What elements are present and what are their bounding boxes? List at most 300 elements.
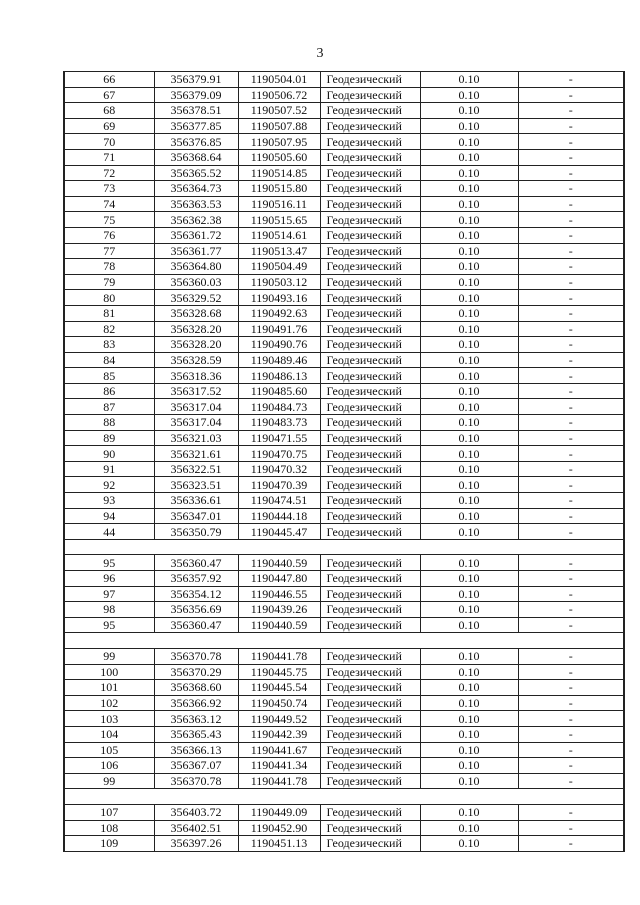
method-cell: Геодезический: [320, 742, 420, 758]
table-row: [64, 227, 624, 243]
accuracy-cell: 0.10: [420, 820, 518, 836]
point-number-cell: 69: [64, 118, 154, 134]
table-row: [64, 758, 624, 774]
method-cell: Геодезический: [320, 820, 420, 836]
table-row: [64, 648, 624, 664]
y-coordinate-cell: 1190506.72: [238, 87, 320, 103]
point-number-cell: 105: [64, 742, 154, 758]
note-cell: -: [518, 430, 624, 446]
note-cell: -: [518, 118, 624, 134]
method-cell: Геодезический: [320, 711, 420, 727]
x-coordinate-cell: 356368.60: [154, 680, 238, 696]
note-cell: -: [518, 758, 624, 774]
point-number-cell: 74: [64, 196, 154, 212]
table-row: [64, 165, 624, 181]
accuracy-cell: 0.10: [420, 477, 518, 493]
x-coordinate-cell: 356317.04: [154, 415, 238, 431]
method-cell: Геодезический: [320, 118, 420, 134]
y-coordinate-cell: 1190504.01: [238, 72, 320, 88]
method-cell: Геодезический: [320, 243, 420, 259]
point-number-cell: 83: [64, 337, 154, 353]
x-coordinate-cell: 356361.72: [154, 227, 238, 243]
note-cell: -: [518, 446, 624, 462]
method-cell: Геодезический: [320, 555, 420, 571]
table-row: [64, 415, 624, 431]
note-cell: -: [518, 72, 624, 88]
x-coordinate-cell: 356354.12: [154, 586, 238, 602]
y-coordinate-cell: 1190471.55: [238, 430, 320, 446]
accuracy-cell: 0.10: [420, 773, 518, 789]
y-coordinate-cell: 1190447.80: [238, 571, 320, 587]
x-coordinate-cell: 356376.85: [154, 134, 238, 150]
table-row: [64, 103, 624, 119]
table-row: [64, 664, 624, 680]
point-number-cell: 68: [64, 103, 154, 119]
method-cell: Геодезический: [320, 758, 420, 774]
method-cell: Геодезический: [320, 352, 420, 368]
table-row: [64, 72, 624, 88]
x-coordinate-cell: 356323.51: [154, 477, 238, 493]
x-coordinate-cell: 356321.61: [154, 446, 238, 462]
y-coordinate-cell: 1190515.80: [238, 181, 320, 197]
accuracy-cell: 0.10: [420, 87, 518, 103]
method-cell: Геодезический: [320, 274, 420, 290]
accuracy-cell: 0.10: [420, 446, 518, 462]
note-cell: -: [518, 726, 624, 742]
note-cell: -: [518, 508, 624, 524]
x-coordinate-cell: 356322.51: [154, 461, 238, 477]
point-number-cell: 44: [64, 524, 154, 540]
y-coordinate-cell: 1190507.52: [238, 103, 320, 119]
x-coordinate-cell: 356366.13: [154, 742, 238, 758]
accuracy-cell: 0.10: [420, 290, 518, 306]
table-row: [64, 680, 624, 696]
table-row: [64, 399, 624, 415]
method-cell: Геодезический: [320, 72, 420, 88]
point-number-cell: 76: [64, 227, 154, 243]
point-number-cell: 73: [64, 181, 154, 197]
y-coordinate-cell: 1190514.85: [238, 165, 320, 181]
method-cell: Геодезический: [320, 773, 420, 789]
method-cell: Геодезический: [320, 446, 420, 462]
y-coordinate-cell: 1190446.55: [238, 586, 320, 602]
point-number-cell: 80: [64, 290, 154, 306]
table-row: [64, 742, 624, 758]
table-row: [64, 212, 624, 228]
point-number-cell: 95: [64, 555, 154, 571]
x-coordinate-cell: 356402.51: [154, 820, 238, 836]
table-row: [64, 555, 624, 571]
accuracy-cell: 0.10: [420, 602, 518, 618]
method-cell: Геодезический: [320, 383, 420, 399]
x-coordinate-cell: 356328.59: [154, 352, 238, 368]
x-coordinate-cell: 356379.91: [154, 72, 238, 88]
accuracy-cell: 0.10: [420, 149, 518, 165]
table-row: [64, 321, 624, 337]
point-number-cell: 92: [64, 477, 154, 493]
x-coordinate-cell: 356329.52: [154, 290, 238, 306]
method-cell: Геодезический: [320, 149, 420, 165]
point-number-cell: 79: [64, 274, 154, 290]
table-row: [64, 305, 624, 321]
method-cell: Геодезический: [320, 648, 420, 664]
table-row: [64, 337, 624, 353]
x-coordinate-cell: 356318.36: [154, 368, 238, 384]
x-coordinate-cell: 356365.43: [154, 726, 238, 742]
y-coordinate-cell: 1190483.73: [238, 415, 320, 431]
y-coordinate-cell: 1190444.18: [238, 508, 320, 524]
accuracy-cell: 0.10: [420, 243, 518, 259]
separator-cell: [64, 633, 624, 649]
y-coordinate-cell: 1190470.75: [238, 446, 320, 462]
accuracy-cell: 0.10: [420, 571, 518, 587]
note-cell: -: [518, 212, 624, 228]
note-cell: -: [518, 773, 624, 789]
method-cell: Геодезический: [320, 524, 420, 540]
table-row: [64, 274, 624, 290]
y-coordinate-cell: 1190441.34: [238, 758, 320, 774]
y-coordinate-cell: 1190440.59: [238, 555, 320, 571]
method-cell: Геодезический: [320, 321, 420, 337]
x-coordinate-cell: 356403.72: [154, 804, 238, 820]
note-cell: -: [518, 477, 624, 493]
coordinates-table-body: [64, 72, 624, 852]
page-number: 3: [316, 46, 324, 61]
method-cell: Геодезический: [320, 399, 420, 415]
point-number-cell: 94: [64, 508, 154, 524]
point-number-cell: 97: [64, 586, 154, 602]
x-coordinate-cell: 356377.85: [154, 118, 238, 134]
note-cell: -: [518, 742, 624, 758]
x-coordinate-cell: 356360.03: [154, 274, 238, 290]
method-cell: Геодезический: [320, 680, 420, 696]
y-coordinate-cell: 1190490.76: [238, 337, 320, 353]
x-coordinate-cell: 356350.79: [154, 524, 238, 540]
note-cell: -: [518, 836, 624, 852]
table-row: [64, 461, 624, 477]
note-cell: -: [518, 134, 624, 150]
y-coordinate-cell: 1190441.67: [238, 742, 320, 758]
x-coordinate-cell: 356367.07: [154, 758, 238, 774]
note-cell: -: [518, 149, 624, 165]
note-cell: -: [518, 87, 624, 103]
accuracy-cell: 0.10: [420, 196, 518, 212]
method-cell: Геодезический: [320, 617, 420, 633]
method-cell: Геодезический: [320, 337, 420, 353]
table-row: [64, 617, 624, 633]
accuracy-cell: 0.10: [420, 399, 518, 415]
table-row: [64, 602, 624, 618]
note-cell: -: [518, 820, 624, 836]
table-row: [64, 820, 624, 836]
accuracy-cell: 0.10: [420, 368, 518, 384]
y-coordinate-cell: 1190486.13: [238, 368, 320, 384]
table-row: [64, 836, 624, 852]
note-cell: -: [518, 695, 624, 711]
point-number-cell: 81: [64, 305, 154, 321]
accuracy-cell: 0.10: [420, 836, 518, 852]
note-cell: -: [518, 461, 624, 477]
table-row: [64, 586, 624, 602]
y-coordinate-cell: 1190484.73: [238, 399, 320, 415]
note-cell: -: [518, 383, 624, 399]
point-number-cell: 89: [64, 430, 154, 446]
y-coordinate-cell: 1190470.32: [238, 461, 320, 477]
point-number-cell: 95: [64, 617, 154, 633]
point-number-cell: 67: [64, 87, 154, 103]
table-row: [64, 493, 624, 509]
point-number-cell: 72: [64, 165, 154, 181]
point-number-cell: 100: [64, 664, 154, 680]
separator-cell: [64, 789, 624, 805]
note-cell: -: [518, 524, 624, 540]
point-number-cell: 106: [64, 758, 154, 774]
point-number-cell: 78: [64, 259, 154, 275]
x-coordinate-cell: 356356.69: [154, 602, 238, 618]
x-coordinate-cell: 356317.52: [154, 383, 238, 399]
x-coordinate-cell: 356370.78: [154, 648, 238, 664]
method-cell: Геодезический: [320, 508, 420, 524]
point-number-cell: 77: [64, 243, 154, 259]
point-number-cell: 82: [64, 321, 154, 337]
accuracy-cell: 0.10: [420, 227, 518, 243]
table-row: [64, 711, 624, 727]
note-cell: -: [518, 321, 624, 337]
table-row: [64, 259, 624, 275]
note-cell: -: [518, 415, 624, 431]
table-row: [64, 773, 624, 789]
x-coordinate-cell: 356397.26: [154, 836, 238, 852]
accuracy-cell: 0.10: [420, 103, 518, 119]
y-coordinate-cell: 1190491.76: [238, 321, 320, 337]
table-row: [64, 290, 624, 306]
x-coordinate-cell: 356364.73: [154, 181, 238, 197]
accuracy-cell: 0.10: [420, 726, 518, 742]
accuracy-cell: 0.10: [420, 586, 518, 602]
method-cell: Геодезический: [320, 227, 420, 243]
note-cell: -: [518, 337, 624, 353]
table-row: [64, 571, 624, 587]
x-coordinate-cell: 356328.68: [154, 305, 238, 321]
y-coordinate-cell: 1190442.39: [238, 726, 320, 742]
y-coordinate-cell: 1190445.54: [238, 680, 320, 696]
point-number-cell: 101: [64, 680, 154, 696]
x-coordinate-cell: 356370.78: [154, 773, 238, 789]
table-row: [64, 446, 624, 462]
x-coordinate-cell: 356347.01: [154, 508, 238, 524]
accuracy-cell: 0.10: [420, 352, 518, 368]
accuracy-cell: 0.10: [420, 72, 518, 88]
note-cell: -: [518, 243, 624, 259]
y-coordinate-cell: 1190492.63: [238, 305, 320, 321]
note-cell: -: [518, 274, 624, 290]
x-coordinate-cell: 356370.29: [154, 664, 238, 680]
note-cell: -: [518, 196, 624, 212]
x-coordinate-cell: 356364.80: [154, 259, 238, 275]
y-coordinate-cell: 1190505.60: [238, 149, 320, 165]
method-cell: Геодезический: [320, 212, 420, 228]
method-cell: Геодезический: [320, 477, 420, 493]
point-number-cell: 104: [64, 726, 154, 742]
point-number-cell: 107: [64, 804, 154, 820]
y-coordinate-cell: 1190507.88: [238, 118, 320, 134]
accuracy-cell: 0.10: [420, 742, 518, 758]
point-number-cell: 70: [64, 134, 154, 150]
table-separator-row: [64, 789, 624, 805]
accuracy-cell: 0.10: [420, 165, 518, 181]
point-number-cell: 66: [64, 72, 154, 88]
accuracy-cell: 0.10: [420, 461, 518, 477]
accuracy-cell: 0.10: [420, 274, 518, 290]
accuracy-cell: 0.10: [420, 493, 518, 509]
x-coordinate-cell: 356362.38: [154, 212, 238, 228]
note-cell: -: [518, 804, 624, 820]
y-coordinate-cell: 1190516.11: [238, 196, 320, 212]
table-row: [64, 430, 624, 446]
method-cell: Геодезический: [320, 368, 420, 384]
method-cell: Геодезический: [320, 181, 420, 197]
method-cell: Геодезический: [320, 134, 420, 150]
method-cell: Геодезический: [320, 87, 420, 103]
accuracy-cell: 0.10: [420, 321, 518, 337]
note-cell: -: [518, 648, 624, 664]
accuracy-cell: 0.10: [420, 181, 518, 197]
y-coordinate-cell: 1190450.74: [238, 695, 320, 711]
point-number-cell: 88: [64, 415, 154, 431]
method-cell: Геодезический: [320, 290, 420, 306]
table-row: [64, 196, 624, 212]
separator-cell: [64, 539, 624, 555]
x-coordinate-cell: 356357.92: [154, 571, 238, 587]
method-cell: Геодезический: [320, 836, 420, 852]
coordinates-table: [63, 71, 625, 852]
table-row: [64, 726, 624, 742]
method-cell: Геодезический: [320, 664, 420, 680]
y-coordinate-cell: 1190445.47: [238, 524, 320, 540]
table-row: [64, 243, 624, 259]
accuracy-cell: 0.10: [420, 664, 518, 680]
accuracy-cell: 0.10: [420, 383, 518, 399]
accuracy-cell: 0.10: [420, 555, 518, 571]
x-coordinate-cell: 356328.20: [154, 337, 238, 353]
accuracy-cell: 0.10: [420, 524, 518, 540]
note-cell: -: [518, 555, 624, 571]
method-cell: Геодезический: [320, 259, 420, 275]
accuracy-cell: 0.10: [420, 758, 518, 774]
table-row: [64, 695, 624, 711]
note-cell: -: [518, 290, 624, 306]
table-separator-row: [64, 633, 624, 649]
y-coordinate-cell: 1190441.78: [238, 648, 320, 664]
accuracy-cell: 0.10: [420, 508, 518, 524]
point-number-cell: 84: [64, 352, 154, 368]
note-cell: -: [518, 493, 624, 509]
method-cell: Геодезический: [320, 586, 420, 602]
x-coordinate-cell: 356360.47: [154, 555, 238, 571]
note-cell: -: [518, 680, 624, 696]
x-coordinate-cell: 356363.53: [154, 196, 238, 212]
point-number-cell: 71: [64, 149, 154, 165]
y-coordinate-cell: 1190441.78: [238, 773, 320, 789]
point-number-cell: 102: [64, 695, 154, 711]
y-coordinate-cell: 1190440.59: [238, 617, 320, 633]
accuracy-cell: 0.10: [420, 617, 518, 633]
point-number-cell: 108: [64, 820, 154, 836]
note-cell: -: [518, 165, 624, 181]
point-number-cell: 96: [64, 571, 154, 587]
point-number-cell: 109: [64, 836, 154, 852]
method-cell: Геодезический: [320, 415, 420, 431]
x-coordinate-cell: 356363.12: [154, 711, 238, 727]
x-coordinate-cell: 356379.09: [154, 87, 238, 103]
method-cell: Геодезический: [320, 305, 420, 321]
method-cell: Геодезический: [320, 165, 420, 181]
note-cell: -: [518, 305, 624, 321]
note-cell: -: [518, 571, 624, 587]
note-cell: -: [518, 103, 624, 119]
method-cell: Геодезический: [320, 196, 420, 212]
note-cell: -: [518, 586, 624, 602]
table-row: [64, 118, 624, 134]
note-cell: -: [518, 664, 624, 680]
x-coordinate-cell: 356321.03: [154, 430, 238, 446]
point-number-cell: 103: [64, 711, 154, 727]
table-row: [64, 477, 624, 493]
x-coordinate-cell: 356336.61: [154, 493, 238, 509]
x-coordinate-cell: 356365.52: [154, 165, 238, 181]
table-row: [64, 181, 624, 197]
x-coordinate-cell: 356366.92: [154, 695, 238, 711]
accuracy-cell: 0.10: [420, 337, 518, 353]
accuracy-cell: 0.10: [420, 134, 518, 150]
x-coordinate-cell: 356368.64: [154, 149, 238, 165]
note-cell: -: [518, 711, 624, 727]
y-coordinate-cell: 1190507.95: [238, 134, 320, 150]
y-coordinate-cell: 1190451.13: [238, 836, 320, 852]
accuracy-cell: 0.10: [420, 415, 518, 431]
table-row: [64, 368, 624, 384]
x-coordinate-cell: 356378.51: [154, 103, 238, 119]
table-separator-row: [64, 539, 624, 555]
accuracy-cell: 0.10: [420, 118, 518, 134]
point-number-cell: 86: [64, 383, 154, 399]
table-row: [64, 134, 624, 150]
x-coordinate-cell: 356361.77: [154, 243, 238, 259]
y-coordinate-cell: 1190449.09: [238, 804, 320, 820]
y-coordinate-cell: 1190452.90: [238, 820, 320, 836]
table-row: [64, 352, 624, 368]
note-cell: -: [518, 617, 624, 633]
point-number-cell: 99: [64, 773, 154, 789]
table-row: [64, 508, 624, 524]
method-cell: Геодезический: [320, 602, 420, 618]
point-number-cell: 87: [64, 399, 154, 415]
method-cell: Геодезический: [320, 726, 420, 742]
table-row: [64, 804, 624, 820]
accuracy-cell: 0.10: [420, 680, 518, 696]
table-row: [64, 524, 624, 540]
method-cell: Геодезический: [320, 804, 420, 820]
x-coordinate-cell: 356360.47: [154, 617, 238, 633]
table-row: [64, 149, 624, 165]
y-coordinate-cell: 1190449.52: [238, 711, 320, 727]
note-cell: -: [518, 399, 624, 415]
accuracy-cell: 0.10: [420, 259, 518, 275]
point-number-cell: 85: [64, 368, 154, 384]
accuracy-cell: 0.10: [420, 711, 518, 727]
method-cell: Геодезический: [320, 493, 420, 509]
accuracy-cell: 0.10: [420, 212, 518, 228]
